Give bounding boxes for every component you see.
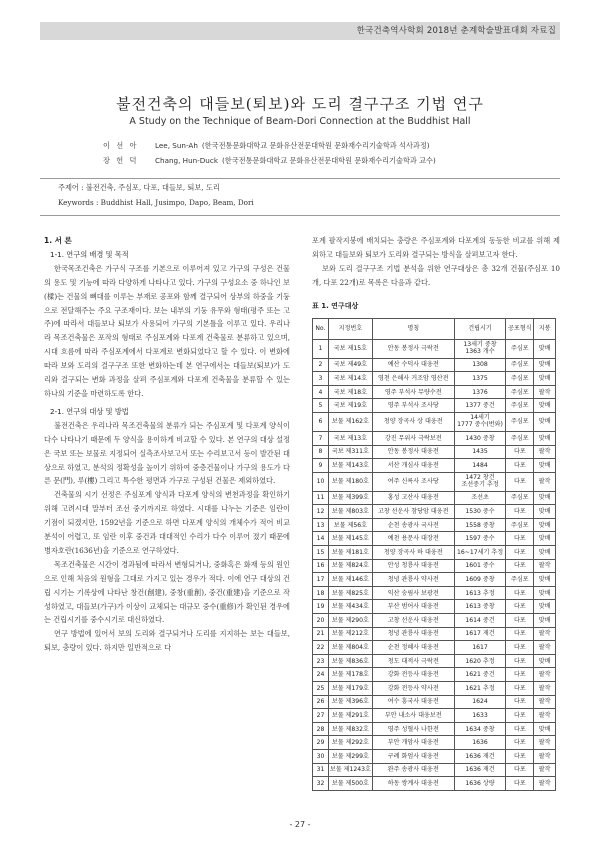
table-cell: 보물 제56호 xyxy=(328,518,372,532)
table-cell: 맞배 xyxy=(534,654,556,668)
table-cell: 1601 중수 xyxy=(454,559,506,573)
title-english: A Study on the Technique of Beam-Dori Connection at the Buddhist Hall xyxy=(129,116,471,127)
table-caption: 표 1. 연구대상 xyxy=(312,301,359,310)
table-cell: 다포 xyxy=(506,668,534,682)
table-row xyxy=(313,763,556,777)
table-cell: 주심포 xyxy=(506,372,534,386)
paragraph: 불전건축은 우리나라 목조건축물의 분류가 되는 주심포계 및 다포계 양식이 다수 나타나기 때문에 두 양식을 용이하게 비교할 수 있다. 본 연구의 대상 설정은 국보 또는 보물로 지정되어 실측조사보고서 또는 수리보고서 등이 발간된 대상으로 하였고, 분석의 정확성을 높이기 위하여 중층건물이나 가구의 용도가 다른 문(門), 루(樓) 그리고 특수한 평면과 가구로 구성된 건물은 제외하였다. xyxy=(44,420,290,486)
keywords-english: Keywords : Buddhist Hall, Jusimpo, Dapo, Beam, Dori xyxy=(58,198,254,207)
table-cell: 2 xyxy=(313,358,329,372)
table-cell: 서산 개심사 대웅전 xyxy=(372,459,454,473)
table-row xyxy=(313,385,556,399)
table-cell: 국보 제19호 xyxy=(328,399,372,413)
table-cell: 3 xyxy=(313,372,329,386)
table-cell: 6 xyxy=(313,412,329,431)
table-row xyxy=(313,532,556,546)
table-cell: 맞배 xyxy=(534,546,556,560)
table-cell: 청녕 관룡사 약사전 xyxy=(372,573,454,587)
table-row xyxy=(313,459,556,473)
table-cell: 다포 xyxy=(506,445,534,459)
table-cell: 주심포 xyxy=(506,573,534,587)
table-cell: 다포 xyxy=(506,641,534,655)
table-cell: 1484 xyxy=(454,459,506,473)
table-cell: 팔작 xyxy=(534,668,556,682)
table-cell: 청도 대적사 극락전 xyxy=(372,654,454,668)
table-cell: 순천 정혜사 대웅전 xyxy=(372,641,454,655)
table-cell: 맞배 xyxy=(534,600,556,614)
table-row xyxy=(313,399,556,413)
table-row xyxy=(313,749,556,763)
table-cell: 16 xyxy=(313,559,329,573)
table-cell: 여수 흥국사 대웅전 xyxy=(372,695,454,709)
table-row xyxy=(313,358,556,372)
table-cell: 팔작 xyxy=(534,749,556,763)
table-cell: 31 xyxy=(313,763,329,777)
table-cell: 다포 xyxy=(506,627,534,641)
table-cell: 주심포 xyxy=(506,339,534,358)
table-cell: 18 xyxy=(313,586,329,600)
table-cell: 보물 제804호 xyxy=(328,641,372,655)
table-cell: 보물 제162호 xyxy=(328,412,372,431)
table-row xyxy=(313,445,556,459)
table-cell: 29 xyxy=(313,736,329,750)
author-name-ko: 이 선 아 xyxy=(103,141,139,150)
table-cell: 강화 전등사 대웅전 xyxy=(372,668,454,682)
table-cell: 주심포 xyxy=(506,358,534,372)
table-cell: 팔작 xyxy=(534,641,556,655)
subsection-heading: 2-1. 연구의 대상 및 방법 xyxy=(50,406,129,416)
section-heading: 1. 서 론 xyxy=(44,236,72,245)
table-cell: 다포 xyxy=(506,709,534,723)
table-cell: 보물 제178호 xyxy=(328,668,372,682)
table-cell: 보물 제434호 xyxy=(328,600,372,614)
table-row xyxy=(313,491,556,505)
table-cell: 1430 중창 xyxy=(454,431,506,445)
table-cell: 주심포 xyxy=(506,431,534,445)
table-cell: 맞배 xyxy=(534,491,556,505)
table-cell: 맞배 xyxy=(534,532,556,546)
table-cell: 1636 xyxy=(454,736,506,750)
table-cell: 팔작 xyxy=(534,709,556,723)
table-header-cell: 공포형식 xyxy=(506,318,534,339)
table-cell: 다포 xyxy=(506,600,534,614)
table-cell: 1376 xyxy=(454,385,506,399)
table-row xyxy=(313,372,556,386)
table-cell: 맞배 xyxy=(534,505,556,519)
table-cell: 1624 xyxy=(454,695,506,709)
table-cell: 보물 제180호 xyxy=(328,472,372,491)
keywords-korean: 주제어 : 불전건축, 주심포, 다포, 대들보, 퇴보, 도리 xyxy=(58,183,220,192)
table-header-cell: 지붕 xyxy=(534,318,556,339)
table-cell: 부안 개암사 대웅전 xyxy=(372,736,454,750)
table-row xyxy=(313,722,556,736)
table-row xyxy=(313,472,556,491)
table-cell: 팔작 xyxy=(534,682,556,696)
table-cell: 보물 제146호 xyxy=(328,573,372,587)
table-cell: 팔작 xyxy=(534,559,556,573)
table-cell: 28 xyxy=(313,722,329,736)
table-cell: 보물 제299호 xyxy=(328,749,372,763)
table-cell: 다포 xyxy=(506,559,534,573)
left-column xyxy=(44,234,290,655)
author-name-en: Lee, Sun-Ah xyxy=(155,141,198,150)
table-cell: 맞배 xyxy=(534,399,556,413)
table-cell: 주심포 xyxy=(506,399,534,413)
table-cell: 하동 쌍계사 대웅전 xyxy=(372,777,454,791)
table-cell: 1621 중건 xyxy=(454,668,506,682)
table-cell: 보물 제832호 xyxy=(328,722,372,736)
table-cell: 맞배 xyxy=(534,372,556,386)
table-row xyxy=(313,654,556,668)
table-cell: 12 xyxy=(313,505,329,519)
table-cell: 영주 성혈사 나한전 xyxy=(372,722,454,736)
table-header-cell: No. xyxy=(313,318,329,339)
table-cell: 팔작 xyxy=(534,777,556,791)
table-row xyxy=(313,709,556,723)
study-subjects-table xyxy=(312,318,556,791)
table-cell: 보물 제292호 xyxy=(328,736,372,750)
table-cell: 맞배 xyxy=(534,518,556,532)
table-cell: 17 xyxy=(313,573,329,587)
table-cell: 구례 화엄사 대웅전 xyxy=(372,749,454,763)
table-cell: 고창 선운사 참당암 대웅전 xyxy=(372,505,454,519)
table-cell: 다포 xyxy=(506,614,534,628)
table-cell: 보물 제212호 xyxy=(328,627,372,641)
table-row xyxy=(313,777,556,791)
table-cell: 1558 중창 xyxy=(454,518,506,532)
table-cell: 9 xyxy=(313,459,329,473)
table-row xyxy=(313,600,556,614)
table-cell: 맞배 xyxy=(534,586,556,600)
table-row xyxy=(313,505,556,519)
table-cell: 다포 xyxy=(506,763,534,777)
author-2 xyxy=(103,156,436,166)
table-cell: 다포 xyxy=(506,586,534,600)
table-cell: 다포 xyxy=(506,695,534,709)
table-cell: 다포 xyxy=(506,736,534,750)
table-cell: 강진 무위사 극락보전 xyxy=(372,431,454,445)
table-cell: 1609 중창 xyxy=(454,573,506,587)
table-cell: 1633 xyxy=(454,709,506,723)
table-cell: 30 xyxy=(313,749,329,763)
table-header-cell: 명칭 xyxy=(372,318,454,339)
table-cell: 국보 제15호 xyxy=(328,339,372,358)
table-row xyxy=(313,559,556,573)
author-affiliation: (한국전통문화대학교 문화유산전문대학원 문화재수리기술학과 석사과정) xyxy=(201,141,430,150)
table-cell: 13세기 중창 1363 개수 xyxy=(454,339,506,358)
author-name-ko: 장 헌 덕 xyxy=(103,156,139,165)
table-cell: 홍성 고산사 대웅전 xyxy=(372,491,454,505)
table-cell: 보물 제179호 xyxy=(328,682,372,696)
table-cell: 11 xyxy=(313,491,329,505)
table-cell: 팔작 xyxy=(534,695,556,709)
table-cell: 주심포 xyxy=(506,412,534,431)
table-cell: 1636 재건 xyxy=(454,749,506,763)
table-cell: 1620 추정 xyxy=(454,654,506,668)
table-cell: 다포 xyxy=(506,472,534,491)
table-row xyxy=(313,641,556,655)
right-column xyxy=(312,234,560,791)
table-cell: 완주 송광사 대웅전 xyxy=(372,763,454,777)
table-cell: 보물 제396호 xyxy=(328,695,372,709)
table-cell: 25 xyxy=(313,682,329,696)
table-cell: 다포 xyxy=(506,722,534,736)
table-cell: 고창 선운사 대웅전 xyxy=(372,614,454,628)
table-cell: 다포 xyxy=(506,777,534,791)
table-cell: 27 xyxy=(313,709,329,723)
table-cell: 23 xyxy=(313,654,329,668)
table-cell: 팔작 xyxy=(534,445,556,459)
table-cell: 맞배 xyxy=(534,614,556,628)
table-cell: 1530 중수 xyxy=(454,505,506,519)
table-cell: 1634 중창 xyxy=(454,722,506,736)
table-cell: 청양 장곡사 상 대웅전 xyxy=(372,412,454,431)
table-cell: 1375 xyxy=(454,372,506,386)
table-cell: 1636 상량 xyxy=(454,777,506,791)
table-cell: 8 xyxy=(313,445,329,459)
table-row xyxy=(313,339,556,358)
table-cell: 조선초 xyxy=(454,491,506,505)
table-cell: 팔작 xyxy=(534,763,556,777)
table-row xyxy=(313,682,556,696)
paragraph: 보와 도리 결구구조 기법 분석을 위한 연구대상은 총 32개 건물(주심포 10개, 다포 22개)로 목록은 다음과 같다. xyxy=(312,263,560,287)
table-cell: 팔작 xyxy=(534,627,556,641)
table-cell: 보물 제824호 xyxy=(328,559,372,573)
table-cell: 보물 제181호 xyxy=(328,546,372,560)
table-cell: 4 xyxy=(313,385,329,399)
table-cell: 1636 재건 xyxy=(454,763,506,777)
table-cell: 맞배 xyxy=(534,431,556,445)
table-cell: 맞배 xyxy=(534,339,556,358)
table-cell: 1 xyxy=(313,339,329,358)
table-cell: 강화 전등사 약사전 xyxy=(372,682,454,696)
table-cell: 32 xyxy=(313,777,329,791)
table-row xyxy=(313,573,556,587)
table-cell: 보물 제290호 xyxy=(328,614,372,628)
table-header-cell: 지정번호 xyxy=(328,318,372,339)
table-cell: 5 xyxy=(313,399,329,413)
table-cell: 국보 제311호 xyxy=(328,445,372,459)
table-cell: 다포 xyxy=(506,546,534,560)
table-cell: 안성 청룡사 대웅전 xyxy=(372,559,454,573)
table-header-cell: 건립시기 xyxy=(454,318,506,339)
table-cell: 예산 수덕사 대웅전 xyxy=(372,358,454,372)
table-cell: 영주 부석사 무량수전 xyxy=(372,385,454,399)
table-cell: 예천 용문사 대장전 xyxy=(372,532,454,546)
table-cell: 보물 제291호 xyxy=(328,709,372,723)
table-cell: 14세기 1777 중수(번와) xyxy=(454,412,506,431)
table-row xyxy=(313,736,556,750)
table-cell: 1617 재건 xyxy=(454,627,506,641)
paragraph: 한국목조건축은 가구식 구조를 기본으로 이루어져 있고 가구의 구성은 건물의 용도 및 기능에 따라 다양하게 나타나고 있다. 가구의 구성요소 중 하나인 보(樑)는 건물의 뼈대를 이루는 부재로 공포와 함께 결구되어 상부의 하중을 기둥으로 전달해주는 주요 구조재이다. 보는 내부의 기둥 유무와 형태(평주 또는 고주)에 따라서 대들보나 퇴보가 사용되어 가구의 기본틀을 이루고 있다. 우리나라 목조건축물은 포작의 형태로 주심포계와 다포계 건축물로 분류하고 있으며, 시대 흐름에 따라 주심포계에서 다포계로 변화되었다고 할 수 있다. 이 변화에 따라 보와 도리의 결구구조 또한 변화하는데 본 연구에서는 대들보(퇴보)가 도리와 결구되는 변화 과정을 살펴 주심포계와 다포계 건축물을 분류할 수 있는 하나의 기준을 마련하도록 한다. xyxy=(44,263,290,398)
table-cell: 안동 봉정사 대웅전 xyxy=(372,445,454,459)
table-row xyxy=(313,431,556,445)
table-cell: 주심포 xyxy=(506,385,534,399)
table-cell: 국보 제18호 xyxy=(328,385,372,399)
table-cell: 다포 xyxy=(506,749,534,763)
table-cell: 22 xyxy=(313,641,329,655)
table-cell: 1597 중수 xyxy=(454,532,506,546)
table-cell: 영천 은해사 거조암 영산전 xyxy=(372,372,454,386)
table-cell: 다포 xyxy=(506,532,534,546)
table-cell: 주심포 xyxy=(506,491,534,505)
table-cell: 다포 xyxy=(506,459,534,473)
table-cell: 26 xyxy=(313,695,329,709)
table-cell: 보물 제1243호 xyxy=(328,763,372,777)
table-cell: 국보 제14호 xyxy=(328,372,372,386)
table-header-row xyxy=(313,318,556,339)
table-cell: 순천 송광사 국사전 xyxy=(372,518,454,532)
table-row xyxy=(313,546,556,560)
table-cell: 국보 제49호 xyxy=(328,358,372,372)
title-korean: 불전건축의 대들보(퇴보)와 도리 결구구조 기법 연구 xyxy=(116,95,484,113)
paragraph: 건축물의 시기 선정은 주심포계 양식과 다포계 양식의 변천과정을 확인하기 위해 고려시대 말부터 조선 중기까지로 하였다. 시대를 나누는 기준은 임란이 기점이 되겠지만, 1592년을 기준으로 하면 다포계 양식의 개체수가 적어 비교분석이 어렵고, 또 임란 이후 중건과 대대적인 수리가 다수 이루어 졌기 때문에 병자호란(1636년)을 기준으로 연구하였다. xyxy=(44,490,290,555)
table-cell: 보물 제825호 xyxy=(328,586,372,600)
table-cell: 20 xyxy=(313,614,329,628)
table-cell: 1621 추정 xyxy=(454,682,506,696)
table-row xyxy=(313,695,556,709)
header-text: 한국건축역사학회 2018년 춘계학술발표대회 자료집 xyxy=(356,26,556,36)
table-cell: 영주 부석사 조사당 xyxy=(372,399,454,413)
table-cell: 부안 내소사 대웅보전 xyxy=(372,709,454,723)
table-cell: 청녕 관룡사 대웅전 xyxy=(372,627,454,641)
table-cell: 익산 숭림사 보광전 xyxy=(372,586,454,600)
table-cell: 21 xyxy=(313,627,329,641)
table-cell: 보물 제145호 xyxy=(328,532,372,546)
table-row xyxy=(313,412,556,431)
table-cell: 14 xyxy=(313,532,329,546)
table-cell: 팔작 xyxy=(534,736,556,750)
table-cell: 다포 xyxy=(506,505,534,519)
table-cell: 맞배 xyxy=(534,358,556,372)
table-cell: 안동 봉정사 극락전 xyxy=(372,339,454,358)
table-cell: 1377 중건 xyxy=(454,399,506,413)
table-cell: 부산 범어사 대웅전 xyxy=(372,600,454,614)
table-cell: 7 xyxy=(313,431,329,445)
table-cell: 주심포 xyxy=(506,518,534,532)
author-affiliation: (한국전통문화대학교 문화유산전문대학원 문화재수리기술학과 교수) xyxy=(221,156,436,165)
table-cell: 24 xyxy=(313,668,329,682)
table-cell: 1613 중창 xyxy=(454,600,506,614)
running-header xyxy=(0,0,600,50)
paragraph: 포계 팔작지붕에 배치되는 충량은 주심포계와 다포계의 동등한 비교를 위해 제외하고 대들보와 퇴보가 도리와 결구되는 방식을 살펴보고자 한다. xyxy=(312,236,560,259)
table-cell: 팔작 xyxy=(534,385,556,399)
author-name-en: Chang, Hun-Duck xyxy=(155,156,218,165)
subsection-heading: 1-1. 연구의 배경 및 목적 xyxy=(50,249,129,259)
table-cell: 1614 중건 xyxy=(454,614,506,628)
table-row xyxy=(313,614,556,628)
table-row xyxy=(313,627,556,641)
table-cell: 보물 제836호 xyxy=(328,654,372,668)
table-cell: 맞배 xyxy=(534,412,556,431)
table-cell: 보물 제803호 xyxy=(328,505,372,519)
table-cell: 맞배 xyxy=(534,459,556,473)
table-cell: 1613 추정 xyxy=(454,586,506,600)
table-cell: 16~17세기 추정 xyxy=(454,546,506,560)
table-cell: 15 xyxy=(313,546,329,560)
table-cell: 국보 제13호 xyxy=(328,431,372,445)
author-1 xyxy=(103,141,430,151)
paragraph: 목조건축물은 시간이 경과됨에 따라서 변형되거나, 중화혹은 화재 등의 원인으로 인해 처음의 원형을 그대로 가지고 있는 경우가 적다. 이에 연구 대상의 건립 시기는 기록상에 나타난 창건(創建), 중창(重創), 중건(重建)을 기준으로 작성하였고, 대들보(가구)가 이상이 교체되는 대규모 중수(重修)가 확인된 경우에는 건립시기를 중수시기로 대신하였다. xyxy=(44,559,290,625)
table-row xyxy=(313,668,556,682)
table-cell: 10 xyxy=(313,472,329,491)
table-cell: 다포 xyxy=(506,682,534,696)
table-cell: 1435 xyxy=(454,445,506,459)
table-cell: 팔작 xyxy=(534,472,556,491)
table-cell: 1308 xyxy=(454,358,506,372)
table-cell: 청양 장곡사 하 대웅전 xyxy=(372,546,454,560)
table-cell: 맞배 xyxy=(534,573,556,587)
paragraph: 연구 방법에 있어서 보의 도리와 결구되거나 도리를 지지하는 보는 대들보, 퇴보, 충량이 있다. 하지만 일반적으로 다 xyxy=(44,629,290,653)
table-cell: 맞배 xyxy=(534,722,556,736)
table-cell: 19 xyxy=(313,600,329,614)
table-cell: 다포 xyxy=(506,654,534,668)
table-cell: 1617 xyxy=(454,641,506,655)
table-cell: 보물 제399호 xyxy=(328,491,372,505)
table-cell: 보물 제143호 xyxy=(328,459,372,473)
table-cell: 1472 창건 조선중기 추정 xyxy=(454,472,506,491)
table-cell: 13 xyxy=(313,518,329,532)
table-cell: 여주 신륵사 조사당 xyxy=(372,472,454,491)
table-row xyxy=(313,518,556,532)
page-number: - 27 - xyxy=(289,820,311,829)
table-row xyxy=(313,586,556,600)
table-cell: 보물 제500호 xyxy=(328,777,372,791)
